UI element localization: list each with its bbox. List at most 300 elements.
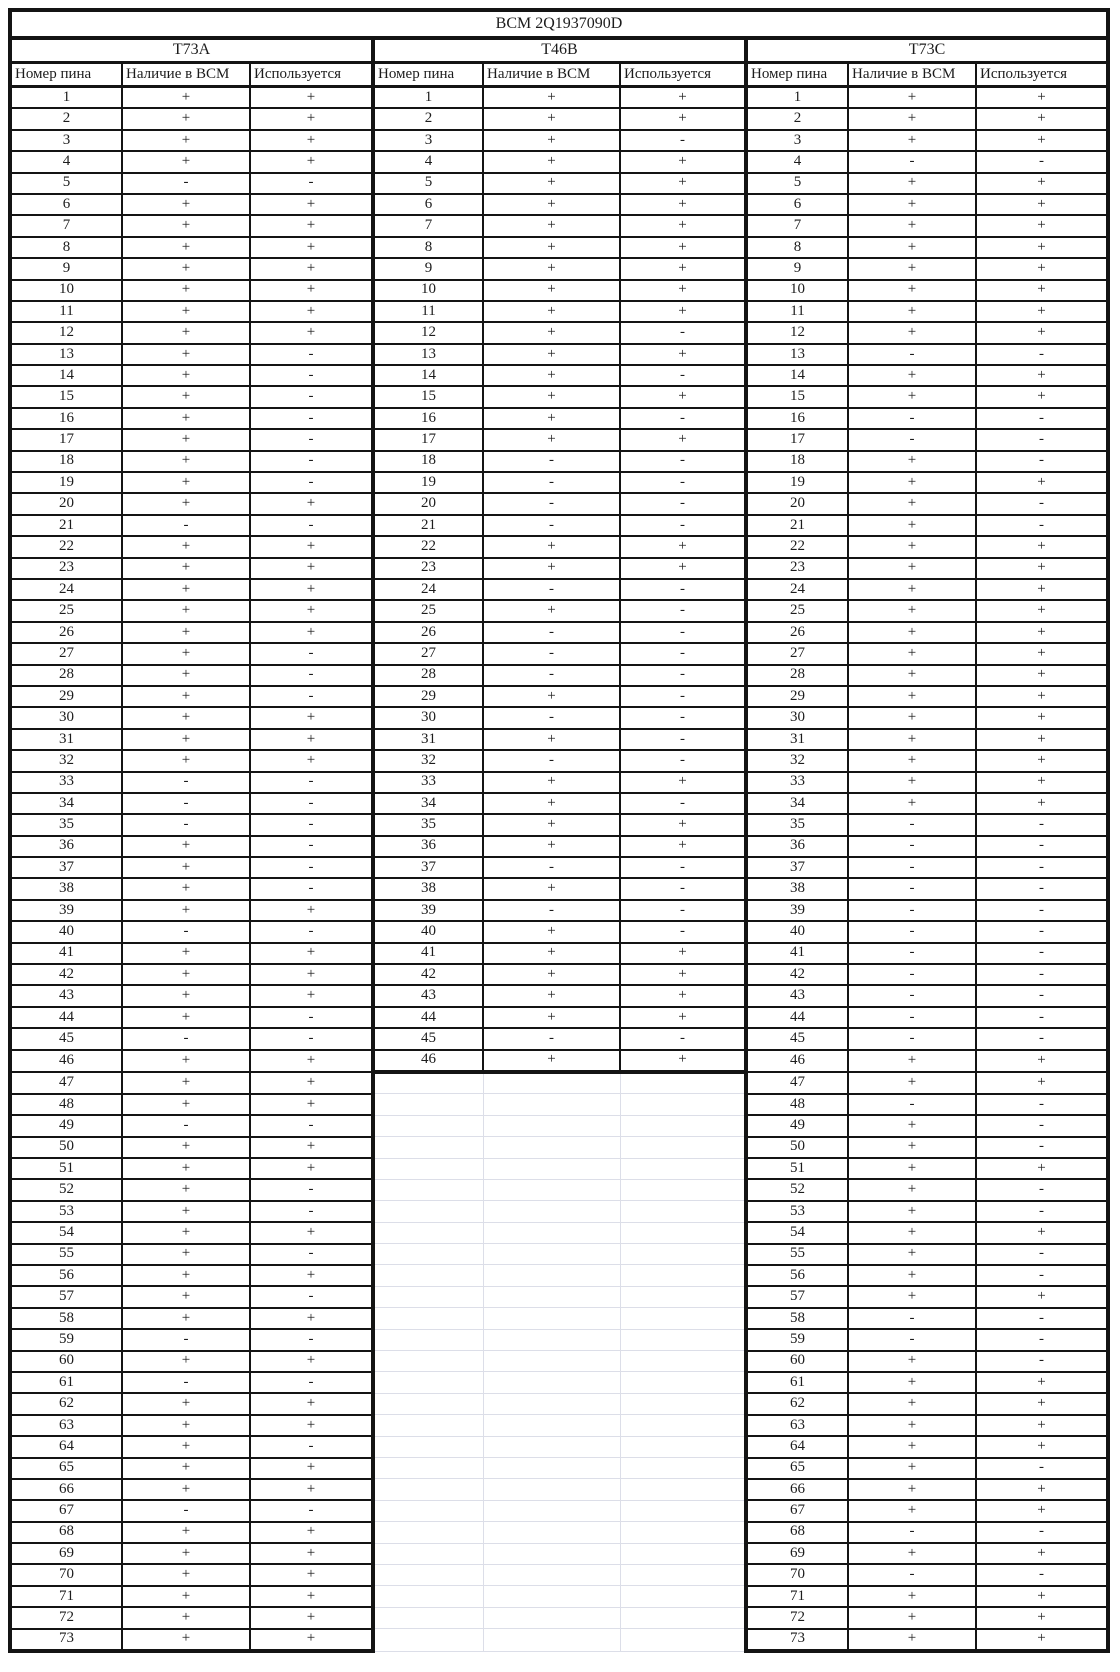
pin-cell: 11 — [373, 301, 483, 322]
pin-cell: 24 — [10, 579, 122, 600]
presence-cell: + — [122, 558, 250, 579]
presence-cell: + — [483, 386, 620, 407]
presence-cell: + — [848, 665, 976, 686]
used-cell: + — [620, 814, 746, 835]
pin-cell: 33 — [10, 772, 122, 793]
pin-cell: 55 — [746, 1244, 848, 1265]
empty-cell — [620, 1607, 746, 1628]
used-cell: - — [976, 814, 1108, 835]
table-body — [10, 87, 1108, 1652]
presence-cell: - — [848, 429, 976, 450]
presence-cell: + — [848, 1393, 976, 1414]
used-cell: - — [976, 1115, 1108, 1136]
pin-cell: 2 — [10, 108, 122, 129]
pin-cell: 61 — [10, 1372, 122, 1393]
table-row — [10, 1629, 1108, 1651]
table-row — [10, 1137, 1108, 1158]
presence-cell: + — [122, 536, 250, 557]
pin-cell: 41 — [746, 943, 848, 964]
pin-cell: 10 — [373, 280, 483, 301]
pin-cell: 54 — [10, 1222, 122, 1243]
empty-cell — [483, 1586, 620, 1607]
pin-cell: 71 — [746, 1586, 848, 1607]
presence-cell: - — [848, 1308, 976, 1329]
used-cell: - — [250, 1201, 373, 1222]
pin-cell: 4 — [373, 151, 483, 172]
presence-cell: + — [122, 1265, 250, 1286]
empty-cell — [373, 1094, 483, 1115]
table-row — [10, 151, 1108, 172]
empty-cell — [620, 1072, 746, 1094]
presence-cell: + — [848, 215, 976, 236]
pin-cell: 22 — [10, 536, 122, 557]
pin-cell: 73 — [10, 1629, 122, 1651]
used-cell: + — [620, 1050, 746, 1072]
empty-cell — [620, 1586, 746, 1607]
presence-cell: + — [122, 750, 250, 771]
title-row — [10, 10, 1108, 38]
empty-cell — [373, 1351, 483, 1372]
pin-cell: 65 — [746, 1458, 848, 1479]
pin-cell: 18 — [10, 451, 122, 472]
presence-cell: - — [122, 772, 250, 793]
pin-cell: 63 — [10, 1415, 122, 1436]
pin-cell: 37 — [10, 857, 122, 878]
presence-cell: - — [848, 408, 976, 429]
presence-cell: + — [122, 1137, 250, 1158]
table-row — [10, 130, 1108, 151]
used-cell: + — [976, 130, 1108, 151]
pin-cell: 51 — [746, 1158, 848, 1179]
pin-cell: 50 — [746, 1137, 848, 1158]
presence-cell: + — [122, 1244, 250, 1265]
presence-cell: + — [122, 1179, 250, 1200]
used-cell: + — [976, 365, 1108, 386]
empty-cell — [373, 1415, 483, 1436]
presence-cell: + — [483, 729, 620, 750]
empty-cell — [620, 1308, 746, 1329]
empty-cell — [620, 1286, 746, 1307]
presence-cell: + — [483, 258, 620, 279]
page-title: BCM 2Q1937090D — [10, 10, 1108, 38]
empty-cell — [483, 1201, 620, 1222]
pin-cell: 51 — [10, 1158, 122, 1179]
pin-cell: 26 — [373, 622, 483, 643]
used-cell: - — [250, 836, 373, 857]
used-cell: + — [976, 707, 1108, 728]
table-row — [10, 1372, 1108, 1393]
pin-cell: 8 — [373, 237, 483, 258]
pin-cell: 21 — [10, 515, 122, 536]
pin-cell: 54 — [746, 1222, 848, 1243]
presence-cell: + — [122, 836, 250, 857]
used-cell: + — [250, 1458, 373, 1479]
table-row — [10, 536, 1108, 557]
used-cell: + — [250, 707, 373, 728]
empty-cell — [373, 1265, 483, 1286]
empty-cell — [483, 1436, 620, 1457]
empty-cell — [373, 1393, 483, 1414]
used-cell: + — [250, 1265, 373, 1286]
pin-cell: 68 — [746, 1522, 848, 1543]
empty-cell — [483, 1543, 620, 1564]
empty-cell — [620, 1564, 746, 1585]
used-cell: + — [976, 772, 1108, 793]
section-header-t73c: T73C — [746, 38, 1108, 63]
presence-cell: + — [483, 344, 620, 365]
pin-cell: 72 — [746, 1607, 848, 1628]
used-cell: - — [976, 857, 1108, 878]
used-cell: + — [250, 151, 373, 172]
pin-cell: 31 — [746, 729, 848, 750]
presence-cell: + — [848, 1072, 976, 1094]
presence-cell: + — [122, 1308, 250, 1329]
pin-cell: 69 — [10, 1543, 122, 1564]
used-cell: + — [620, 301, 746, 322]
empty-cell — [373, 1522, 483, 1543]
empty-cell — [483, 1522, 620, 1543]
pin-cell: 3 — [746, 130, 848, 151]
table-row — [10, 900, 1108, 921]
pin-cell: 56 — [10, 1265, 122, 1286]
empty-cell — [620, 1094, 746, 1115]
presence-cell: + — [122, 130, 250, 151]
used-cell: + — [976, 1372, 1108, 1393]
used-cell: + — [976, 643, 1108, 664]
table-row — [10, 1201, 1108, 1222]
used-cell: + — [976, 600, 1108, 621]
pin-cell: 2 — [746, 108, 848, 129]
pin-cell: 16 — [746, 408, 848, 429]
presence-cell: + — [848, 750, 976, 771]
used-cell: + — [976, 536, 1108, 557]
presence-cell: - — [122, 921, 250, 942]
pin-cell: 21 — [746, 515, 848, 536]
used-cell: - — [250, 921, 373, 942]
presence-cell: + — [122, 1479, 250, 1500]
presence-cell: + — [483, 686, 620, 707]
presence-cell: + — [848, 772, 976, 793]
table-row — [10, 344, 1108, 365]
table-row — [10, 1007, 1108, 1028]
pin-cell: 27 — [746, 643, 848, 664]
used-cell: - — [620, 408, 746, 429]
table-row — [10, 878, 1108, 899]
presence-cell: + — [848, 493, 976, 514]
presence-cell: + — [122, 1543, 250, 1564]
presence-cell: + — [483, 985, 620, 1006]
pin-cell: 16 — [373, 408, 483, 429]
pin-cell: 19 — [746, 472, 848, 493]
pin-cell: 43 — [746, 985, 848, 1006]
pin-cell: 46 — [746, 1050, 848, 1072]
pin-cell: 5 — [746, 173, 848, 194]
pin-cell: 5 — [373, 173, 483, 194]
used-cell: - — [250, 386, 373, 407]
presence-cell: + — [848, 1458, 976, 1479]
presence-cell: + — [122, 258, 250, 279]
used-cell: - — [620, 600, 746, 621]
pin-cell: 62 — [10, 1393, 122, 1414]
presence-cell: + — [848, 258, 976, 279]
presence-cell: + — [848, 1629, 976, 1651]
table-row — [10, 1479, 1108, 1500]
pin-cell: 64 — [746, 1436, 848, 1457]
presence-cell: + — [122, 878, 250, 899]
empty-cell — [620, 1543, 746, 1564]
pin-cell: 20 — [746, 493, 848, 514]
table-row — [10, 1094, 1108, 1115]
pin-cell: 33 — [746, 772, 848, 793]
used-cell: + — [976, 750, 1108, 771]
table-row — [10, 1351, 1108, 1372]
table-row — [10, 772, 1108, 793]
empty-cell — [620, 1393, 746, 1414]
pin-cell: 25 — [373, 600, 483, 621]
used-cell: - — [620, 665, 746, 686]
pin-cell: 9 — [746, 258, 848, 279]
presence-cell: - — [122, 1115, 250, 1136]
table-row — [10, 707, 1108, 728]
used-cell: + — [976, 729, 1108, 750]
presence-cell: + — [848, 1115, 976, 1136]
presence-cell: - — [848, 943, 976, 964]
presence-cell: + — [483, 130, 620, 151]
table-row — [10, 686, 1108, 707]
empty-cell — [483, 1564, 620, 1585]
pin-cell: 70 — [10, 1564, 122, 1585]
pin-cell: 56 — [746, 1265, 848, 1286]
used-cell: + — [620, 108, 746, 129]
pin-cell: 14 — [373, 365, 483, 386]
presence-cell: + — [483, 173, 620, 194]
used-cell: + — [976, 1629, 1108, 1651]
empty-cell — [483, 1308, 620, 1329]
empty-cell — [620, 1158, 746, 1179]
presence-cell: + — [848, 1050, 976, 1072]
empty-cell — [620, 1415, 746, 1436]
pin-cell: 44 — [373, 1007, 483, 1028]
presence-cell: + — [848, 1586, 976, 1607]
pin-cell: 31 — [373, 729, 483, 750]
pin-cell: 70 — [746, 1564, 848, 1585]
used-cell: - — [976, 408, 1108, 429]
pin-cell: 42 — [373, 964, 483, 985]
empty-cell — [373, 1244, 483, 1265]
used-cell: - — [250, 1179, 373, 1200]
used-cell: + — [976, 1415, 1108, 1436]
used-cell: - — [620, 686, 746, 707]
presence-cell: + — [483, 600, 620, 621]
column-header-used: Используется — [620, 63, 746, 87]
pin-cell: 44 — [746, 1007, 848, 1028]
empty-cell — [483, 1393, 620, 1414]
pin-cell: 15 — [10, 386, 122, 407]
used-cell: + — [976, 1436, 1108, 1457]
used-cell: + — [620, 772, 746, 793]
pin-cell: 28 — [373, 665, 483, 686]
presence-cell: + — [848, 1351, 976, 1372]
table-row — [10, 1265, 1108, 1286]
table-row — [10, 857, 1108, 878]
presence-cell: + — [122, 108, 250, 129]
presence-cell: + — [848, 622, 976, 643]
presence-cell: + — [848, 301, 976, 322]
presence-cell: + — [483, 429, 620, 450]
pin-cell: 18 — [746, 451, 848, 472]
pin-cell: 42 — [10, 964, 122, 985]
used-cell: + — [250, 322, 373, 343]
presence-cell: + — [483, 772, 620, 793]
used-cell: - — [620, 900, 746, 921]
pin-cell: 6 — [10, 194, 122, 215]
used-cell: - — [620, 729, 746, 750]
used-cell: + — [976, 301, 1108, 322]
pin-cell: 7 — [10, 215, 122, 236]
used-cell: - — [620, 793, 746, 814]
pin-cell: 57 — [746, 1286, 848, 1307]
presence-cell: + — [848, 707, 976, 728]
empty-cell — [373, 1222, 483, 1243]
pin-cell: 38 — [10, 878, 122, 899]
table-row — [10, 493, 1108, 514]
pin-cell: 60 — [746, 1351, 848, 1372]
used-cell: + — [976, 1393, 1108, 1414]
used-cell: - — [250, 1244, 373, 1265]
presence-cell: + — [848, 1372, 976, 1393]
presence-cell: - — [848, 1094, 976, 1115]
used-cell: - — [976, 900, 1108, 921]
used-cell: + — [620, 558, 746, 579]
table-row — [10, 322, 1108, 343]
pin-cell: 15 — [746, 386, 848, 407]
used-cell: - — [250, 1329, 373, 1350]
presence-cell: + — [848, 87, 976, 109]
empty-cell — [373, 1564, 483, 1585]
pin-cell: 35 — [373, 814, 483, 835]
used-cell: - — [976, 1265, 1108, 1286]
pin-cell: 26 — [746, 622, 848, 643]
presence-cell: + — [122, 964, 250, 985]
pin-cell: 36 — [10, 836, 122, 857]
presence-cell: + — [848, 1158, 976, 1179]
pin-cell: 13 — [746, 344, 848, 365]
table-row — [10, 1072, 1108, 1094]
table-row — [10, 1393, 1108, 1414]
table-row — [10, 1329, 1108, 1350]
presence-cell: + — [848, 194, 976, 215]
pin-cell: 67 — [746, 1500, 848, 1521]
pin-cell: 36 — [746, 836, 848, 857]
empty-cell — [373, 1158, 483, 1179]
pin-cell: 64 — [10, 1436, 122, 1457]
used-cell: + — [976, 1286, 1108, 1307]
table-row — [10, 665, 1108, 686]
presence-cell: - — [483, 472, 620, 493]
used-cell: - — [976, 964, 1108, 985]
used-cell: + — [250, 600, 373, 621]
presence-cell: + — [122, 1286, 250, 1307]
used-cell: + — [976, 1158, 1108, 1179]
presence-cell: + — [483, 1007, 620, 1028]
used-cell: + — [976, 108, 1108, 129]
pin-cell: 7 — [373, 215, 483, 236]
pin-cell: 35 — [10, 814, 122, 835]
pin-cell: 53 — [746, 1201, 848, 1222]
empty-cell — [483, 1244, 620, 1265]
pin-cell: 34 — [746, 793, 848, 814]
pin-cell: 41 — [373, 943, 483, 964]
table-row — [10, 1222, 1108, 1243]
used-cell: - — [976, 1244, 1108, 1265]
presence-cell: + — [483, 814, 620, 835]
pin-cell: 36 — [373, 836, 483, 857]
presence-cell: + — [848, 1479, 976, 1500]
used-cell: - — [620, 921, 746, 942]
presence-cell: - — [848, 814, 976, 835]
presence-cell: - — [848, 1028, 976, 1049]
presence-cell: + — [122, 194, 250, 215]
used-cell: + — [620, 1007, 746, 1028]
presence-cell: + — [848, 1500, 976, 1521]
pin-cell: 66 — [10, 1479, 122, 1500]
pin-cell: 12 — [10, 322, 122, 343]
presence-cell: + — [122, 280, 250, 301]
used-cell: - — [976, 1028, 1108, 1049]
table-row — [10, 258, 1108, 279]
presence-cell: + — [122, 215, 250, 236]
empty-cell — [620, 1479, 746, 1500]
presence-cell: + — [122, 1607, 250, 1628]
used-cell: + — [976, 386, 1108, 407]
empty-cell — [483, 1351, 620, 1372]
pin-cell: 19 — [10, 472, 122, 493]
pin-cell: 9 — [373, 258, 483, 279]
table-row — [10, 836, 1108, 857]
pin-cell: 10 — [10, 280, 122, 301]
pin-cell: 48 — [10, 1094, 122, 1115]
pin-cell: 37 — [373, 857, 483, 878]
used-cell: + — [250, 301, 373, 322]
used-cell: + — [250, 579, 373, 600]
presence-cell: + — [122, 1629, 250, 1651]
used-cell: + — [250, 108, 373, 129]
pin-cell: 13 — [10, 344, 122, 365]
presence-cell: + — [848, 451, 976, 472]
empty-cell — [483, 1222, 620, 1243]
used-cell: - — [620, 130, 746, 151]
empty-cell — [483, 1265, 620, 1286]
pin-cell: 17 — [10, 429, 122, 450]
used-cell: - — [620, 643, 746, 664]
used-cell: - — [976, 1458, 1108, 1479]
used-cell: - — [250, 857, 373, 878]
presence-cell: - — [483, 707, 620, 728]
presence-cell: + — [122, 1586, 250, 1607]
used-cell: - — [250, 665, 373, 686]
used-cell: - — [250, 429, 373, 450]
table-row — [10, 1522, 1108, 1543]
used-cell: + — [620, 344, 746, 365]
used-cell: - — [976, 1522, 1108, 1543]
pin-cell: 45 — [10, 1028, 122, 1049]
pin-cell: 24 — [373, 579, 483, 600]
used-cell: - — [976, 1179, 1108, 1200]
presence-cell: + — [848, 1436, 976, 1457]
presence-cell: + — [122, 408, 250, 429]
empty-cell — [373, 1479, 483, 1500]
column-header-used: Используется — [976, 63, 1108, 87]
